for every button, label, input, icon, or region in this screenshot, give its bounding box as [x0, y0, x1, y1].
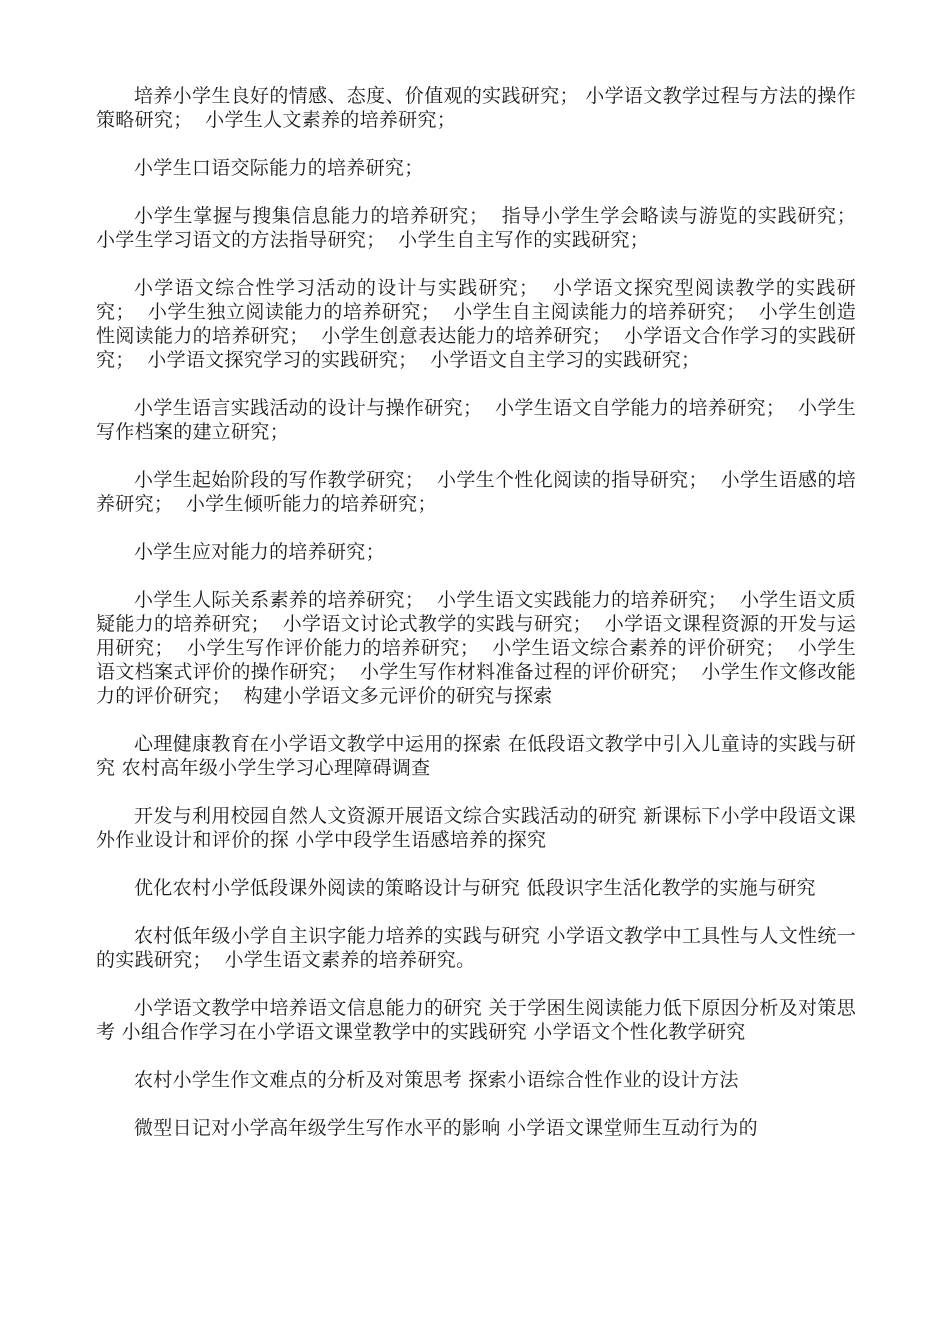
paragraph: 小学生口语交际能力的培养研究； [134, 157, 424, 179]
paragraph: 微型日记对小学高年级学生写作水平的影响 小学语文课堂师生互动行为的 [134, 1117, 758, 1139]
paragraph: 小学生人际关系素养的培养研究； 小学生语文实践能力的培养研究； 小学生语文质疑能力的培养研究； 小学语文讨论式教学的实践与研究； 小学语文课程资源的开发与运用研究； 小学生写作评价能力的培养研究； 小学生语文综合素养的评价研究； 小学生语文档案式评价的操作研究； 小学生写作材料准备过程的评价研究； 小学生作文修改能力的评价研究； 构建小学语文多元评价的研究与探索 [96, 589, 856, 707]
paragraph: 农村小学生作文难点的分析及对策思考 探索小语综合性作业的设计方法 [134, 1069, 739, 1091]
paragraph: 小学语文综合性学习活动的设计与实践研究； 小学语文探究型阅读教学的实践研究； 小学生独立阅读能力的培养研究； 小学生自主阅读能力的培养研究； 小学生创造性阅读能力的培养研究； 小学生创意表达能力的培养研究； 小学语文合作学习的实践研究； 小学语文探究学习的实践研究； 小学语文自主学习的实践研究； [96, 277, 856, 371]
paragraph: 心理健康教育在小学语文教学中运用的探索 在低段语文教学中引入儿童诗的实践与研究 农村高年级小学生学习心理障碍调查 [96, 733, 856, 779]
paragraph: 优化农村小学低段课外阅读的策略设计与研究 低段识字生活化教学的实施与研究 [134, 877, 816, 899]
document-body [96, 84, 869, 1164]
paragraph: 小学生掌握与搜集信息能力的培养研究； 指导小学生学会略读与游览的实践研究； 小学生学习语文的方法指导研究； 小学生自主写作的实践研究； [96, 205, 869, 251]
paragraph: 小学生语言实践活动的设计与操作研究； 小学生语文自学能力的培养研究； 小学生写作档案的建立研究； [96, 397, 856, 443]
paragraph: 农村低年级小学自主识字能力培养的实践与研究 小学语文教学中工具性与人文性统一的实践研究； 小学生语文素养的培养研究。 [96, 925, 856, 971]
paragraph: 小学语文教学中培养语文信息能力的研究 关于学困生阅读能力低下原因分析及对策思考 小组合作学习在小学语文课堂教学中的实践研究 小学语文个性化教学研究 [96, 997, 856, 1043]
paragraph: 开发与利用校园自然人文资源开展语文综合实践活动的研究 新课标下小学中段语文课外作业设计和评价的探 小学中段学生语感培养的探究 [96, 805, 856, 851]
paragraph: 培养小学生良好的情感、态度、价值观的实践研究； 小学语文教学过程与方法的操作策略研究； 小学生人文素养的培养研究； [96, 85, 856, 131]
paragraph: 小学生应对能力的培养研究； [134, 541, 385, 563]
paragraph: 小学生起始阶段的写作教学研究； 小学生个性化阅读的指导研究； 小学生语感的培养研究； 小学生倾听能力的培养研究； [96, 469, 856, 515]
